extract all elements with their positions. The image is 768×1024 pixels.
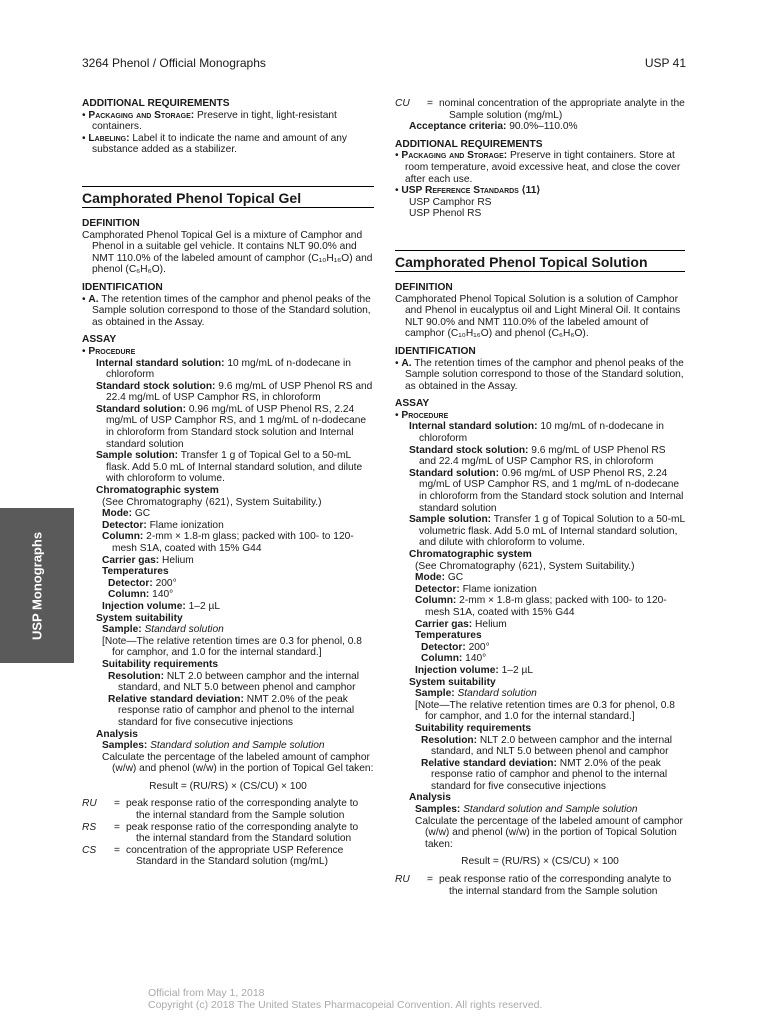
left-column — [82, 98, 374, 868]
side-tab-label: USP Monographs — [29, 531, 45, 640]
section-rule — [395, 250, 685, 251]
chromatography-reference: (See Chromatography ⟨621⟩, System Suitability.) — [415, 560, 635, 572]
resolution: Resolution: NLT 2.0 between camphor and the internal standard, and NLT 5.0 between phenol and camphor — [108, 670, 360, 694]
footer-copyright: Copyright (c) 2018 The United States Pharmacopeial Convention. All rights reserved. — [148, 999, 543, 1011]
relative-standard-deviation: Relative standard deviation: NMT 2.0% of the peak response ratio of camphor and phenol to the internal standard for five consecutive injections — [108, 693, 355, 728]
temp-column: Column: 140° — [421, 653, 487, 665]
suitability-requirements: Suitability requirements — [415, 722, 532, 734]
footer-official-date: Official from May 1, 2018 — [148, 987, 265, 999]
retention-note: [Note—The relative retention times are 0.3 for phenol, 0.8 for camphor, and 1.0 for the internal standard.] — [102, 635, 362, 659]
standard-solution: Standard solution: 0.96 mg/mL of USP Phenol RS, 2.24 mg/mL of USP Camphor RS, and 1 mg/mL of n-dodecane in chloroform from the Standard stock solution and Internal standard solution — [409, 467, 684, 514]
mode: Mode: GC — [415, 572, 464, 584]
additional-requirements-heading: ADDITIONAL REQUIREMENTS — [82, 98, 230, 109]
assay-heading: ASSAY — [395, 398, 430, 410]
samples: Samples: Standard solution and Sample solution — [415, 804, 638, 816]
side-tab — [0, 508, 74, 663]
reference-standard-item: USP Camphor RS — [409, 196, 492, 208]
header-left: 3264 Phenol / Official Monographs — [82, 56, 266, 70]
labeling: • Labeling: Label it to indicate the name and amount of any substance added as a stabilizer. — [82, 132, 348, 156]
section-rule — [82, 186, 374, 187]
acceptance-criteria: Acceptance criteria: 90.0%–110.0% — [409, 121, 578, 133]
reference-standard-item: USP Phenol RS — [409, 208, 482, 220]
injection-volume: Injection volume: 1–2 µL — [102, 600, 220, 612]
definition-row: RS = peak response ratio of the corresponding analyte to the internal standard from the Standard solution — [82, 821, 359, 845]
resolution: Resolution: NLT 2.0 between camphor and the internal standard, and NLT 5.0 between phenol and camphor — [421, 734, 673, 758]
mode: Mode: GC — [102, 508, 151, 520]
detector: Detector: Flame ionization — [415, 583, 537, 595]
procedure-heading: • Procedure — [82, 345, 136, 357]
carrier-gas: Carrier gas: Helium — [102, 554, 194, 566]
analysis: Analysis — [96, 728, 138, 740]
packaging-storage: • Packaging and Storage: Preserve in tight, light-resistant containers. — [82, 109, 337, 133]
reference-standards: • USP Reference Standards ⟨11⟩ — [395, 185, 541, 197]
page-footer — [148, 987, 542, 1011]
standard-stock-solution: Standard stock solution: 9.6 mg/mL of USP Phenol RS and 22.4 mg/mL of USP Camphor RS, in chloroform — [96, 380, 373, 404]
column: Column: 2-mm × 1.8-m glass; packed with 100- to 120-mesh S1A, coated with 15% G44 — [415, 595, 667, 618]
identification-heading: IDENTIFICATION — [395, 345, 476, 357]
analysis: Analysis — [409, 792, 451, 804]
right-column — [395, 98, 685, 897]
chromatographic-system: Chromatographic system — [96, 485, 219, 497]
identification-a: • A. The retention times of the camphor and phenol peaks of the Sample solution correspond to those of the Standard solution, as obtained in the Assay. — [82, 293, 371, 328]
retention-note: [Note—The relative retention times are 0.3 for phenol, 0.8 for camphor, and 1.0 for the internal standard.] — [415, 699, 675, 723]
suitability-requirements: Suitability requirements — [102, 658, 219, 670]
suitability-sample: Sample: Standard solution — [102, 624, 224, 636]
standard-solution: Standard solution: 0.96 mg/mL of USP Phenol RS, 2.24 mg/mL of USP Camphor RS, and 1 mg/mL of n-dodecane in chloroform from Standard stock solution and Internal standard solution — [96, 403, 367, 450]
definition-heading: DEFINITION — [82, 217, 140, 229]
temp-detector: Detector: 200° — [421, 641, 490, 653]
definition-row: RU = peak response ratio of the corresponding analyte to the internal standard from the Sample solution — [395, 874, 672, 897]
page-header — [82, 56, 686, 74]
procedure-heading: • Procedure — [395, 409, 449, 421]
temp-column: Column: 140° — [108, 589, 174, 601]
definition-row: CU = nominal concentration of the appropriate analyte in the Sample solution (mg/mL) — [395, 98, 685, 121]
identification-a: • A. The retention times of the camphor and phenol peaks of the Sample solution correspond to those of the Standard solution, as obtained in the Assay. — [395, 357, 684, 392]
column: Column: 2-mm × 1.8-m glass; packed with 100- to 120-mesh S1A, coated with 15% G44 — [102, 531, 354, 554]
temp-detector: Detector: 200° — [108, 577, 177, 589]
temperatures: Temperatures — [415, 630, 482, 642]
relative-standard-deviation: Relative standard deviation: NMT 2.0% of the peak response ratio of camphor and phenol to the internal standard for five consecutive injections — [421, 757, 668, 792]
definition-heading: DEFINITION — [395, 281, 453, 293]
definition-text: Camphorated Phenol Topical Gel is a mixture of Camphor and Phenol in a suitable gel vehicle. It contains NLT 90.0% and NMT 110.0% of the labeled amount of camphor (C₁₀H₁₆O) and phenol (C₆H₆O). — [82, 229, 373, 276]
definition-row: CS = concentration of the appropriate USP Reference Standard in the Standard solution (mg/mL) — [82, 844, 344, 868]
additional-requirements-heading: ADDITIONAL REQUIREMENTS — [395, 138, 543, 150]
sample-solution: Sample solution: Transfer 1 g of Topical Gel to a 50-mL flask. Add 5.0 mL of Internal standard solution, and dilute with chloroform to volume. — [96, 450, 363, 485]
result-formula: Result = (RU/RS) × (CS/CU) × 100 — [149, 780, 307, 792]
standard-stock-solution: Standard stock solution: 9.6 mg/mL of USP Phenol RS and 22.4 mg/mL of USP Camphor RS, in chloroform — [409, 444, 666, 468]
detector: Detector: Flame ionization — [102, 519, 224, 531]
samples: Samples: Standard solution and Sample solution — [102, 740, 325, 752]
header-right: USP 41 — [644, 56, 686, 70]
suitability-sample: Sample: Standard solution — [415, 688, 537, 700]
chromatography-reference: (See Chromatography ⟨621⟩, System Suitability.) — [102, 496, 322, 508]
calculation-text: Calculate the percentage of the labeled amount of camphor (w/w) and phenol (w/w) in the portion of Topical Gel taken: — [102, 751, 374, 775]
calculation-text: Calculate the percentage of the labeled amount of camphor (w/w) and phenol (w/w) in the portion of Topical Solution taken: — [415, 815, 683, 850]
monograph-title: Camphorated Phenol Topical Gel — [82, 189, 302, 206]
internal-standard-solution: Internal standard solution: 10 mg/mL of n-dodecane in chloroform — [409, 421, 664, 445]
system-suitability: System suitability — [96, 612, 183, 624]
monograph-title: Camphorated Phenol Topical Solution — [395, 253, 648, 270]
sample-solution: Sample solution: Transfer 1 g of Topical Solution to a 50-mL volumetric flask. Add 5.0 mL of Internal standard solution, and dilute with chloroform to volume. — [409, 514, 685, 549]
packaging-storage: • Packaging and Storage: Preserve in tight containers. Store at room temperature, avoid excessive heat, and close the cover after each use. — [395, 150, 681, 185]
system-suitability: System suitability — [409, 676, 496, 688]
injection-volume: Injection volume: 1–2 µL — [415, 664, 533, 676]
assay-heading: ASSAY — [82, 334, 117, 346]
internal-standard-solution: Internal standard solution: 10 mg/mL of n-dodecane in chloroform — [96, 357, 351, 381]
definition-row: RU = peak response ratio of the corresponding analyte to the internal standard from the Sample solution — [82, 798, 359, 822]
identification-heading: IDENTIFICATION — [82, 281, 163, 293]
temperatures: Temperatures — [102, 566, 169, 578]
chromatographic-system: Chromatographic system — [409, 549, 532, 560]
definition-text: Camphorated Phenol Topical Solution is a solution of Camphor and Phenol in eucalyptus oil and Light Mineral Oil. It contains NLT 90.0% and NMT 110.0% of the labeled amount of camphor (C₁₀H₁₆O) and phenol (C₆H₆O). — [395, 293, 681, 340]
result-formula: Result = (RU/RS) × (CS/CU) × 100 — [461, 856, 619, 868]
carrier-gas: Carrier gas: Helium — [415, 618, 507, 630]
